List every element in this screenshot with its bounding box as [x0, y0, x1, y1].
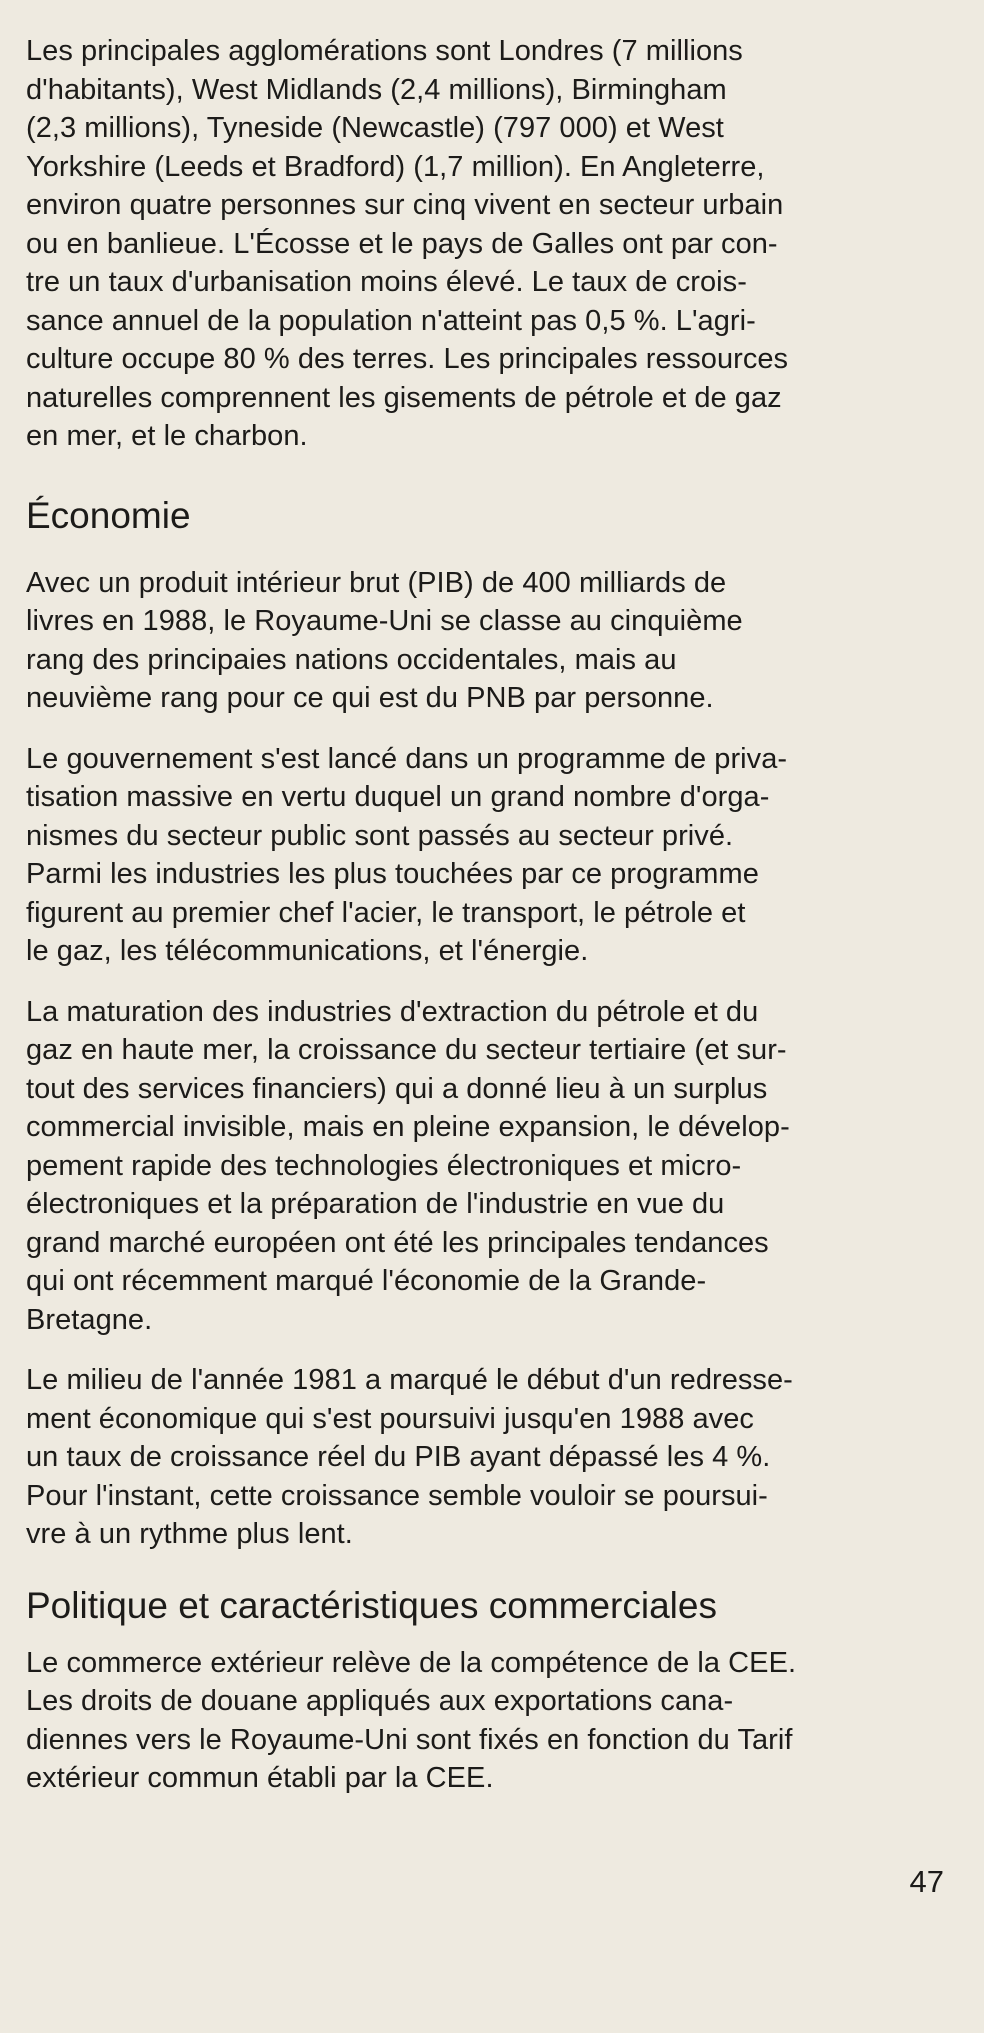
economie-paragraph-2	[26, 740, 956, 971]
text-line: naturelles comprennent les gisements de pétrole et de gaz	[26, 381, 782, 414]
text-line: le gaz, les télécommunications, et l'énergie.	[26, 935, 589, 967]
paragraph-gap	[26, 718, 956, 740]
text-line: livres en 1988, le Royaume-Uni se classe au cinquième	[26, 605, 743, 637]
text-line: pement rapide des technologies électroniques et micro-	[26, 1149, 742, 1182]
text-line: La maturation des industries d'extraction du pétrole et du	[26, 995, 759, 1028]
text-line: d'habitants), West Midlands (2,4 millions), Birmingham	[26, 73, 727, 106]
text-line: grand marché européen ont été les principales tendances	[26, 1226, 769, 1259]
text-line: qui ont récemment marqué l'économie de la Grande-	[26, 1265, 707, 1297]
text-line: vre à un rythme plus lent.	[26, 1518, 353, 1550]
text-line: Avec un produit intérieur brut (PIB) de 400 milliards de	[26, 566, 727, 599]
text-line: tisation massive en vertu duquel un grand nombre d'orga-	[26, 781, 770, 813]
text-line: extérieur commun établi par la CEE.	[26, 1762, 494, 1794]
text-line: commercial invisible, mais en pleine expansion, le dévelop-	[26, 1111, 790, 1143]
economie-paragraph-4	[26, 1361, 956, 1554]
text-line: Le milieu de l'année 1981 a marqué le début d'un redresse-	[26, 1364, 793, 1396]
text-line: diennes vers le Royaume-Uni sont fixés en fonction du Tarif	[26, 1723, 793, 1756]
text-line: tre un taux d'urbanisation moins élevé. Le taux de crois-	[26, 266, 747, 298]
text-line: environ quatre personnes sur cinq vivent en secteur urbain	[26, 189, 784, 221]
text-line: gaz en haute mer, la croissance du secteur tertiaire (et sur-	[26, 1034, 787, 1066]
text-line: tout des services financiers) qui a donné lieu à un surplus	[26, 1072, 768, 1105]
paragraph-gap	[26, 1339, 956, 1361]
text-line: en mer, et le charbon.	[26, 420, 308, 452]
text-line: nismes du secteur public sont passés au secteur privé.	[26, 819, 734, 852]
text-line: culture occupe 80 % des terres. Les principales ressources	[26, 343, 789, 375]
text-line: Yorkshire (Leeds et Bradford) (1,7 million). En Angleterre,	[26, 150, 765, 183]
text-line: Bretagne.	[26, 1303, 153, 1336]
text-line: ment économique qui s'est poursuivi jusqu'en 1988 avec	[26, 1402, 754, 1435]
page-number: 47	[909, 1864, 944, 1899]
text-line: rang des principaies nations occidentales, mais au	[26, 643, 677, 676]
text-line: figurent au premier chef l'acier, le transport, le pétrole et	[26, 896, 746, 929]
section-heading-economie: Économie	[26, 494, 191, 536]
section-heading-politique: Politique et caractéristiques commerciales	[26, 1584, 717, 1626]
text-line: Les droits de douane appliqués aux exportations cana-	[26, 1685, 734, 1717]
text-line: Le gouvernement s'est lancé dans un programme de priva-	[26, 742, 788, 775]
text-line: ou en banlieue. L'Écosse et le pays de Galles ont par con-	[26, 227, 778, 260]
text-line: Pour l'instant, cette croissance semble vouloir se poursui-	[26, 1479, 768, 1512]
economie-paragraph-1	[26, 564, 956, 718]
text-line: un taux de croissance réel du PIB ayant dépassé les 4 %.	[26, 1441, 771, 1473]
intro-paragraph	[26, 32, 956, 456]
text-line: Le commerce extérieur relève de la compétence de la CEE.	[26, 1646, 797, 1679]
text-line: Parmi les industries les plus touchées par ce programme	[26, 858, 759, 890]
text-line: électroniques et la préparation de l'industrie en vue du	[26, 1188, 725, 1220]
text-line: (2,3 millions), Tyneside (Newcastle) (797 000) et West	[26, 112, 724, 144]
politique-paragraph-1	[26, 1644, 956, 1798]
page-content	[26, 32, 956, 1798]
text-line: Les principales agglomérations sont Londres (7 millions	[26, 35, 743, 67]
text-line: neuvième rang pour ce qui est du PNB par personne.	[26, 682, 714, 714]
text-line: sance annuel de la population n'atteint pas 0,5 %. L'agri-	[26, 304, 756, 337]
paragraph-gap	[26, 971, 956, 993]
economie-paragraph-3	[26, 993, 956, 1340]
